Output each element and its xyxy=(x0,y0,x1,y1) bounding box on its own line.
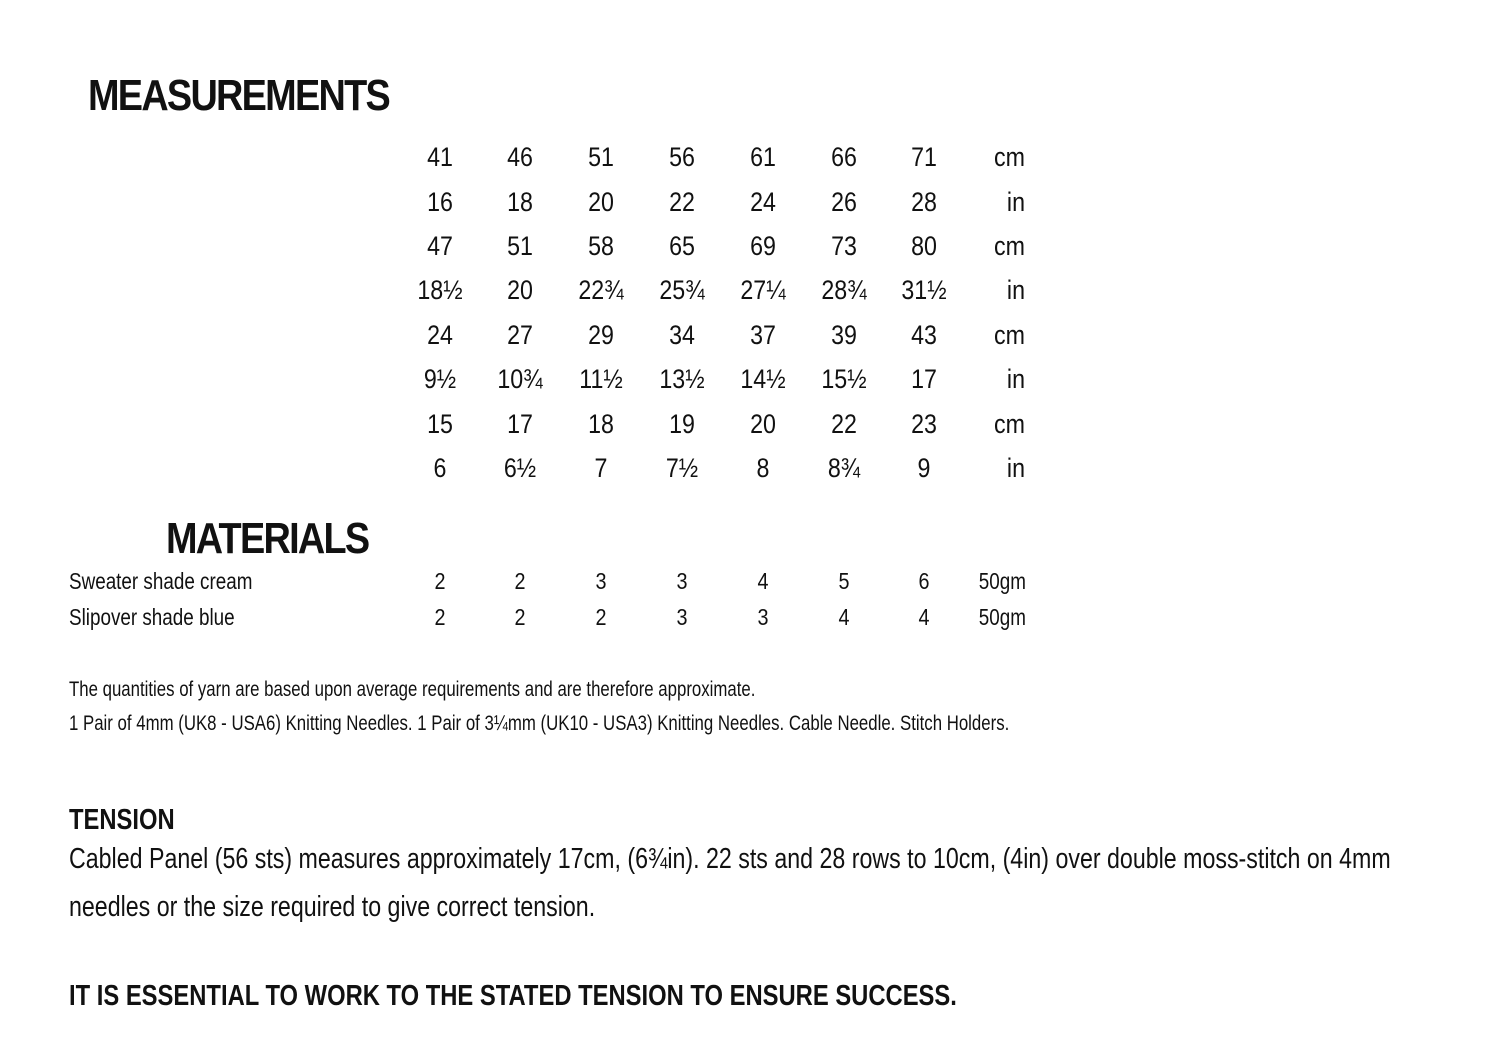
measurement-value: 27 xyxy=(507,320,533,350)
measurement-value: 69 xyxy=(750,231,776,261)
measurement-value: 20 xyxy=(588,187,614,217)
measurement-value: 15 xyxy=(427,409,453,439)
material-value: 3 xyxy=(595,568,607,594)
measurement-value: 51 xyxy=(588,142,614,172)
material-value: 2 xyxy=(595,604,607,630)
measurement-row xyxy=(0,142,1100,178)
material-value: 2 xyxy=(514,568,526,594)
measurement-value: 51 xyxy=(507,231,533,261)
measurement-value: 34 xyxy=(669,320,695,350)
material-value: 4 xyxy=(918,604,930,630)
measurement-value: 9 xyxy=(917,453,931,483)
measurement-value: 18½ xyxy=(417,275,463,305)
measurement-value: 80 xyxy=(911,231,937,261)
measurement-row xyxy=(0,453,1100,489)
tension-text-line-2: needles or the size required to give correct tension. xyxy=(69,891,596,923)
measurement-value: 31½ xyxy=(901,275,947,305)
measurement-value: 39 xyxy=(831,320,857,350)
measurement-value: 29 xyxy=(588,320,614,350)
measurement-value: 13½ xyxy=(659,364,705,394)
material-value: 3 xyxy=(757,604,769,630)
measurement-value: 43 xyxy=(911,320,937,350)
measurement-value: 18 xyxy=(507,187,533,217)
measurement-value: 23 xyxy=(911,409,937,439)
measurement-value: 46 xyxy=(507,142,533,172)
measurement-value: 58 xyxy=(588,231,614,261)
measurement-value: 15½ xyxy=(821,364,867,394)
measurement-value: 73 xyxy=(831,231,857,261)
measurement-value: 6½ xyxy=(503,453,537,483)
measurement-value: 7½ xyxy=(665,453,699,483)
material-row-label: Sweater shade cream xyxy=(69,568,253,594)
measurements-heading: MEASUREMENTS xyxy=(88,71,390,120)
measurement-value: 19 xyxy=(669,409,695,439)
measurement-value: 37 xyxy=(750,320,776,350)
measurement-value: 41 xyxy=(427,142,453,172)
material-value: 4 xyxy=(838,604,850,630)
material-value: 2 xyxy=(514,604,526,630)
measurement-value: 10¾ xyxy=(497,364,543,394)
material-value: 2 xyxy=(434,568,446,594)
measurement-value: 14½ xyxy=(740,364,786,394)
material-unit: 50gm xyxy=(978,604,1026,630)
measurement-value: 8 xyxy=(756,453,770,483)
measurement-value: 22 xyxy=(831,409,857,439)
material-value: 2 xyxy=(434,604,446,630)
measurement-value: 56 xyxy=(669,142,695,172)
measurement-value: 28¾ xyxy=(821,275,867,305)
measurement-row xyxy=(0,364,1100,400)
measurement-row xyxy=(0,275,1100,311)
measurement-unit: cm xyxy=(994,142,1025,172)
measurement-value: 26 xyxy=(831,187,857,217)
measurement-value: 8¾ xyxy=(827,453,861,483)
measurement-row xyxy=(0,409,1100,445)
material-row-label: Slipover shade blue xyxy=(69,604,235,630)
tension-text-line-1: Cabled Panel (56 sts) measures approximately 17cm, (6¾in). 22 sts and 28 rows to 10cm, (4in) over double moss-stitch on 4mm xyxy=(69,843,1391,875)
measurement-value: 25¾ xyxy=(659,275,705,305)
measurement-value: 18 xyxy=(588,409,614,439)
essential-tension-warning: IT IS ESSENTIAL TO WORK TO THE STATED TENSION TO ENSURE SUCCESS. xyxy=(69,980,957,1012)
needles-note: 1 Pair of 4mm (UK8 - USA6) Knitting Needles. 1 Pair of 3¼mm (UK10 - USA3) Knitting Needles. Cable Needle. Stitch Holders. xyxy=(69,712,1010,735)
measurement-unit: cm xyxy=(994,231,1025,261)
measurement-value: 20 xyxy=(750,409,776,439)
material-value: 6 xyxy=(918,568,930,594)
measurement-value: 47 xyxy=(427,231,453,261)
measurement-row xyxy=(0,231,1100,267)
measurement-unit: in xyxy=(1006,275,1025,305)
measurement-value: 9½ xyxy=(423,364,457,394)
material-value: 3 xyxy=(676,604,688,630)
measurement-value: 16 xyxy=(427,187,453,217)
measurement-unit: cm xyxy=(994,320,1025,350)
material-value: 4 xyxy=(757,568,769,594)
measurement-value: 24 xyxy=(750,187,776,217)
measurement-unit: cm xyxy=(994,409,1025,439)
yarn-quantity-note: The quantities of yarn are based upon average requirements and are therefore approximate. xyxy=(69,678,756,701)
measurement-value: 65 xyxy=(669,231,695,261)
measurement-unit: in xyxy=(1006,364,1025,394)
measurement-row xyxy=(0,187,1100,223)
measurement-value: 24 xyxy=(427,320,453,350)
measurement-value: 71 xyxy=(911,142,937,172)
measurement-value: 22 xyxy=(669,187,695,217)
material-value: 5 xyxy=(838,568,850,594)
measurement-value: 28 xyxy=(911,187,937,217)
measurement-value: 17 xyxy=(507,409,533,439)
materials-heading: MATERIALS xyxy=(165,514,368,563)
measurement-value: 11½ xyxy=(579,364,623,394)
measurement-unit: in xyxy=(1006,453,1025,483)
material-row xyxy=(0,604,1100,634)
measurement-value: 66 xyxy=(831,142,857,172)
measurement-value: 61 xyxy=(750,142,776,172)
measurement-value: 7 xyxy=(594,453,608,483)
material-unit: 50gm xyxy=(978,568,1026,594)
measurement-unit: in xyxy=(1006,187,1025,217)
material-row xyxy=(0,568,1100,598)
tension-heading: TENSION xyxy=(69,804,175,836)
measurement-value: 6 xyxy=(433,453,447,483)
measurement-value: 17 xyxy=(911,364,937,394)
measurement-value: 22¾ xyxy=(578,275,624,305)
measurement-value: 20 xyxy=(507,275,533,305)
material-value: 3 xyxy=(676,568,688,594)
measurement-row xyxy=(0,320,1100,356)
measurement-value: 27¼ xyxy=(740,275,786,305)
